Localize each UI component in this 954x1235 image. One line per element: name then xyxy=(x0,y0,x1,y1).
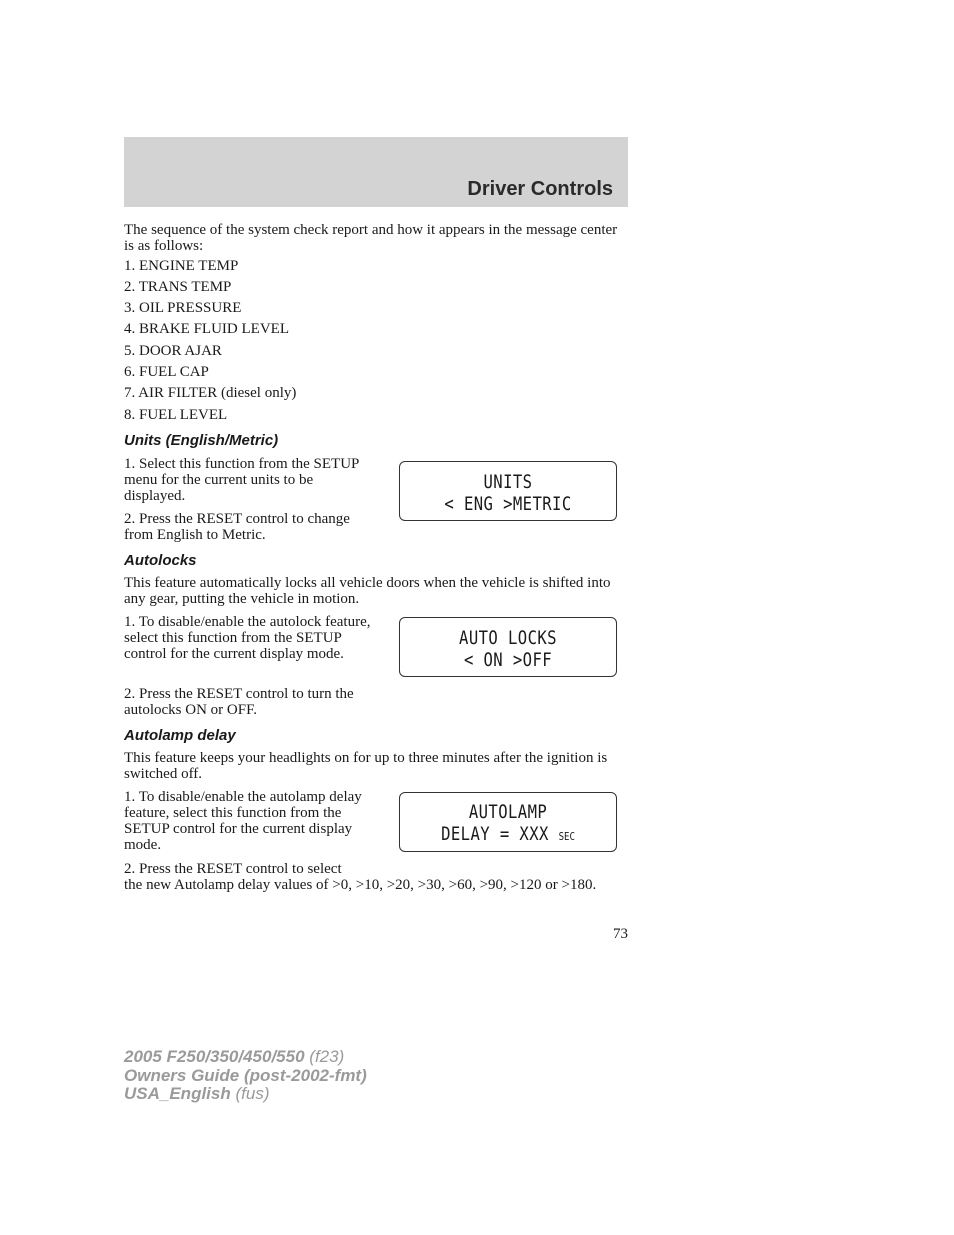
footer-language: USA_English xyxy=(124,1084,231,1103)
autolamp-step-2-rest: the new Autolamp delay values of >0, >10, >20, >30, >60, >90, >120 or >180. xyxy=(124,877,597,893)
list-item: 7. AIR FILTER (diesel only) xyxy=(124,385,297,401)
units-step-1: 1. Select this function from the SETUP menu for the current units to be displayed. xyxy=(124,456,359,504)
autolamp-step-2-first-line: 2. Press the RESET control to select xyxy=(124,861,342,877)
autolamp-display-line-1: AUTOLAMP xyxy=(468,801,548,823)
list-item: 1. ENGINE TEMP xyxy=(124,258,239,274)
section-header xyxy=(124,137,628,207)
autolocks-step-2: 2. Press the RESET control to turn the autolocks ON or OFF. xyxy=(124,686,354,718)
footer-model-code: (f23) xyxy=(309,1047,345,1066)
autolocks-display xyxy=(399,617,617,677)
list-item: 3. OIL PRESSURE xyxy=(124,300,242,316)
footer-language-code: (fus) xyxy=(235,1084,270,1103)
autolocks-description: This feature automatically locks all vehicle doors when the vehicle is shifted into any gear, putting the vehicle in motion. xyxy=(124,575,611,607)
page-number: 73 xyxy=(613,926,628,942)
footer-model-line xyxy=(124,1048,344,1066)
autolocks-display-line-2: < ON >OFF xyxy=(463,649,553,671)
list-item: 4. BRAKE FLUID LEVEL xyxy=(124,321,289,337)
autolocks-step-1: 1. To disable/enable the autolock feature, select this function from the SETUP control for the current display mode. xyxy=(124,614,371,662)
footer-model: 2005 F250/350/450/550 xyxy=(124,1047,305,1066)
list-item: 5. DOOR AJAR xyxy=(124,343,222,359)
intro-paragraph: The sequence of the system check report and how it appears in the message center is as follows: xyxy=(124,222,618,254)
autolocks-heading: Autolocks xyxy=(124,552,197,569)
section-title: Driver Controls xyxy=(467,178,613,200)
autolamp-description: This feature keeps your headlights on for up to three minutes after the ignition is switched off. xyxy=(124,750,608,782)
list-item: 8. FUEL LEVEL xyxy=(124,407,228,423)
autolamp-display-delay: DELAY = XXX xyxy=(441,823,549,845)
units-display-line-1: UNITS xyxy=(483,471,533,493)
footer-guide-line xyxy=(124,1067,367,1085)
autolamp-display-line-2 xyxy=(419,823,596,845)
autolamp-display xyxy=(399,792,617,852)
autolamp-step-1: 1. To disable/enable the autolamp delay feature, select this function from the SETUP control for the current display mode. xyxy=(124,789,362,853)
footer-guide: Owners Guide (post-2002-fmt) xyxy=(124,1066,367,1085)
units-heading: Units (English/Metric) xyxy=(124,432,279,449)
autolamp-display-unit: SEC xyxy=(558,830,575,843)
list-item: 6. FUEL CAP xyxy=(124,364,209,380)
autolamp-heading: Autolamp delay xyxy=(124,727,236,744)
autolocks-display-line-1: AUTO LOCKS xyxy=(459,627,557,649)
units-display-line-2: < ENG >METRIC xyxy=(444,493,572,515)
footer-language-line xyxy=(124,1085,269,1103)
list-item: 2. TRANS TEMP xyxy=(124,279,232,295)
units-display xyxy=(399,461,617,521)
units-step-2: 2. Press the RESET control to change from English to Metric. xyxy=(124,511,350,543)
